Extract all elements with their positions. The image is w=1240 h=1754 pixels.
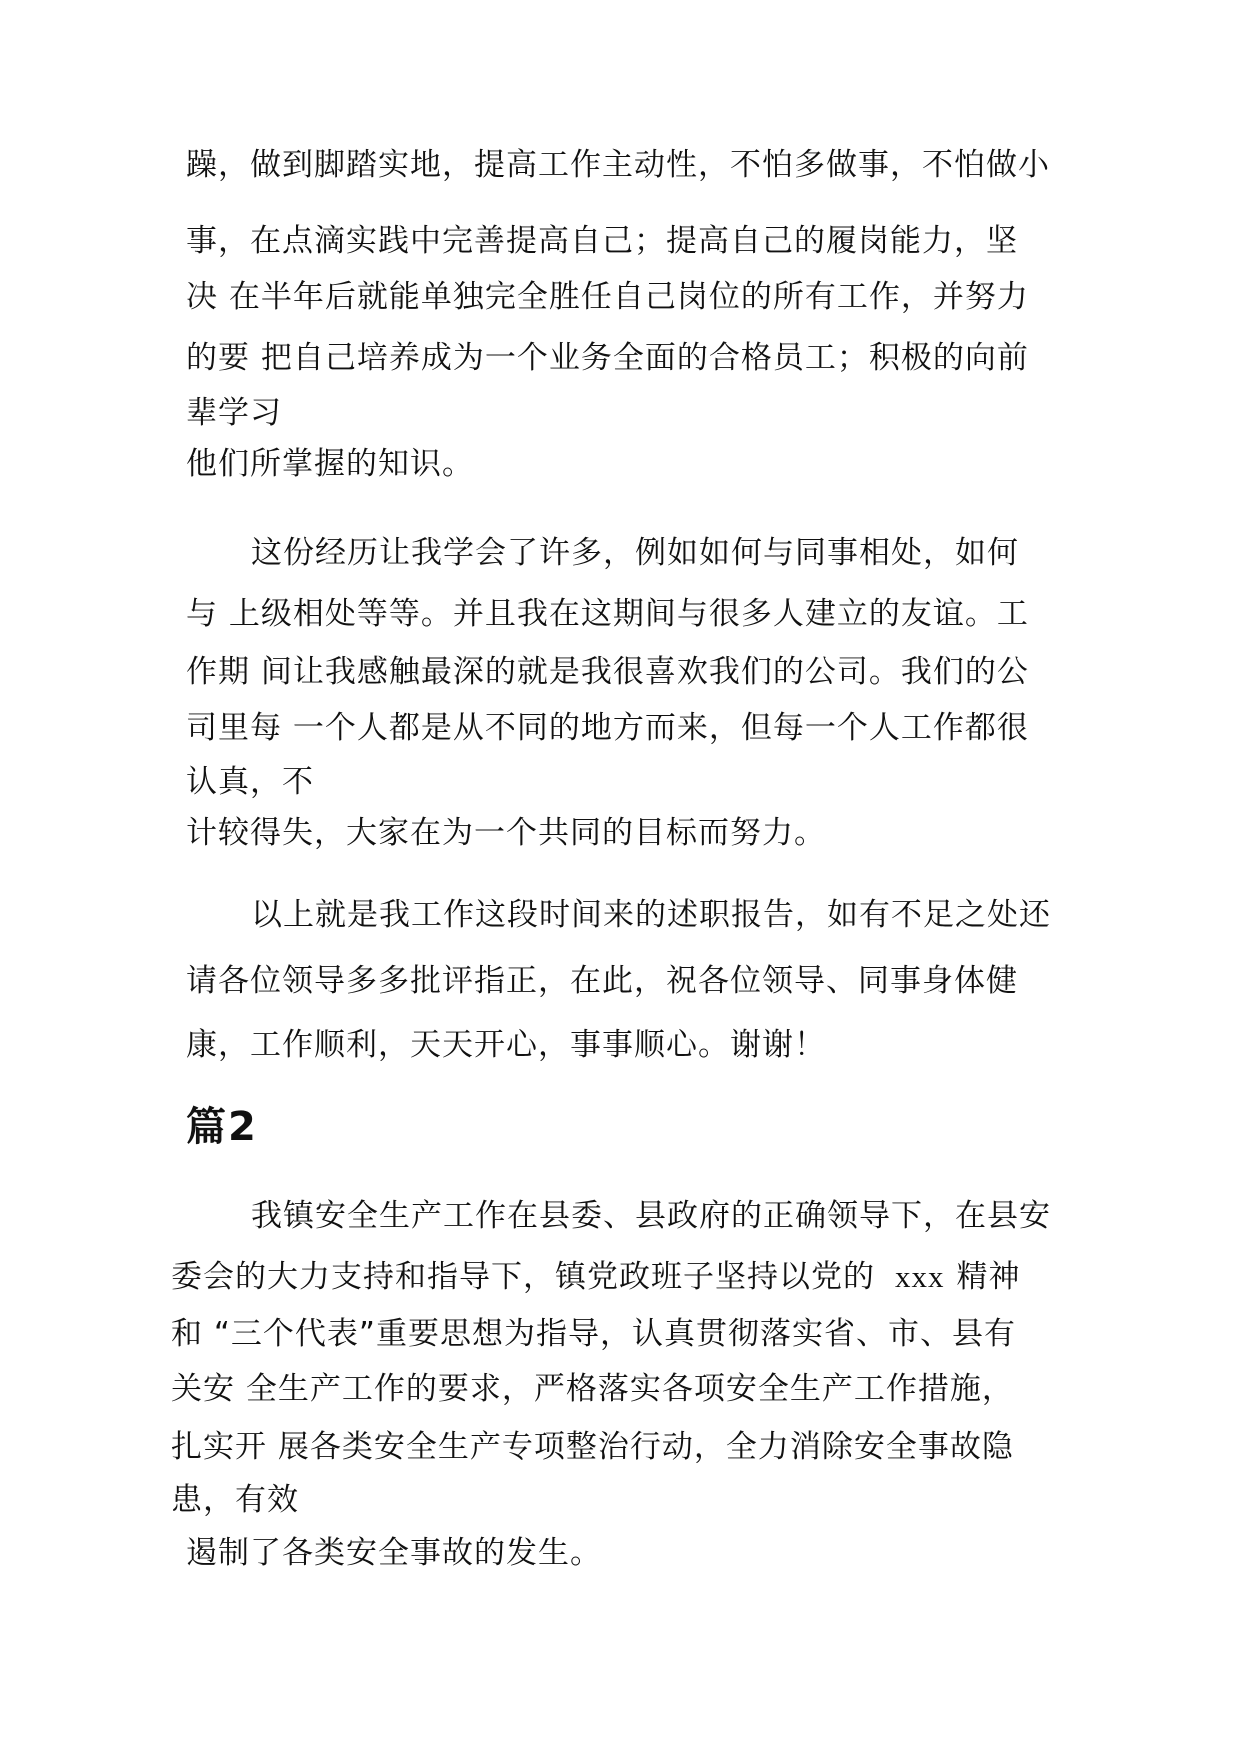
text-line: 辈学习 [186, 395, 282, 431]
text-line [171, 1257, 1021, 1297]
text-line: 躁，做到脚踏实地，提高工作主动性，不怕多做事，不怕做小 [186, 147, 1050, 183]
text-line: 以上就是我工作这段时间来的述职报告，如有不足之处还 [251, 897, 1051, 933]
text-line: 司里每 一个人都是从不同的地方而来，但每一个人工作都很 [186, 710, 1029, 746]
text-line: 事，在点滴实践中完善提高自己；提高自己的履岗能力，坚 [186, 223, 1018, 259]
text-line: 认真，不 [186, 764, 314, 800]
text-line: 与 上级相处等等。并且我在这期间与很多人建立的友谊。工 [186, 596, 1029, 632]
section-heading: 篇2 [186, 1104, 258, 1150]
text-line: 扎实开 展各类安全生产专项整治行动，全力消除安全事故隐 [171, 1429, 1014, 1465]
text-line: 我镇安全生产工作在县委、县政府的正确领导下，在县安 [251, 1198, 1051, 1234]
text-line: 的要 把自己培养成为一个业务全面的合格员工；积极的向前 [186, 340, 1029, 376]
text-line: 计较得失，大家在为一个共同的目标而努力。 [186, 815, 826, 851]
text-span: 委会的大力支持和指导下，镇党政班子坚持以党的 [171, 1259, 875, 1295]
text-line: 关安 全生产工作的要求，严格落实各项安全生产工作措施， [171, 1371, 1014, 1407]
text-line: 决 在半年后就能单独完全胜任自己岗位的所有工作，并努力 [186, 279, 1029, 315]
text-line: 他们所掌握的知识。 [186, 446, 474, 482]
text-line: 和 “三个代表”重要思想为指导，认真贯彻落实省、市、县有 [171, 1316, 1016, 1352]
text-line: 作期 间让我感触最深的就是我很喜欢我们的公司。我们的公 [186, 654, 1029, 690]
text-span: 精神 [956, 1259, 1021, 1295]
text-line: 患，有效 [171, 1482, 299, 1518]
text-line: 遏制了各类安全事故的发生。 [186, 1535, 602, 1571]
text-line: 这份经历让我学会了许多，例如如何与同事相处，如何 [251, 535, 1019, 571]
text-line: 请各位领导多多批评指正，在此，祝各位领导、同事身体健 [186, 963, 1018, 999]
text-line: 康，工作顺利，天天开心，事事顺心。谢谢！ [186, 1027, 826, 1063]
placeholder-text: xxx [895, 1259, 945, 1294]
